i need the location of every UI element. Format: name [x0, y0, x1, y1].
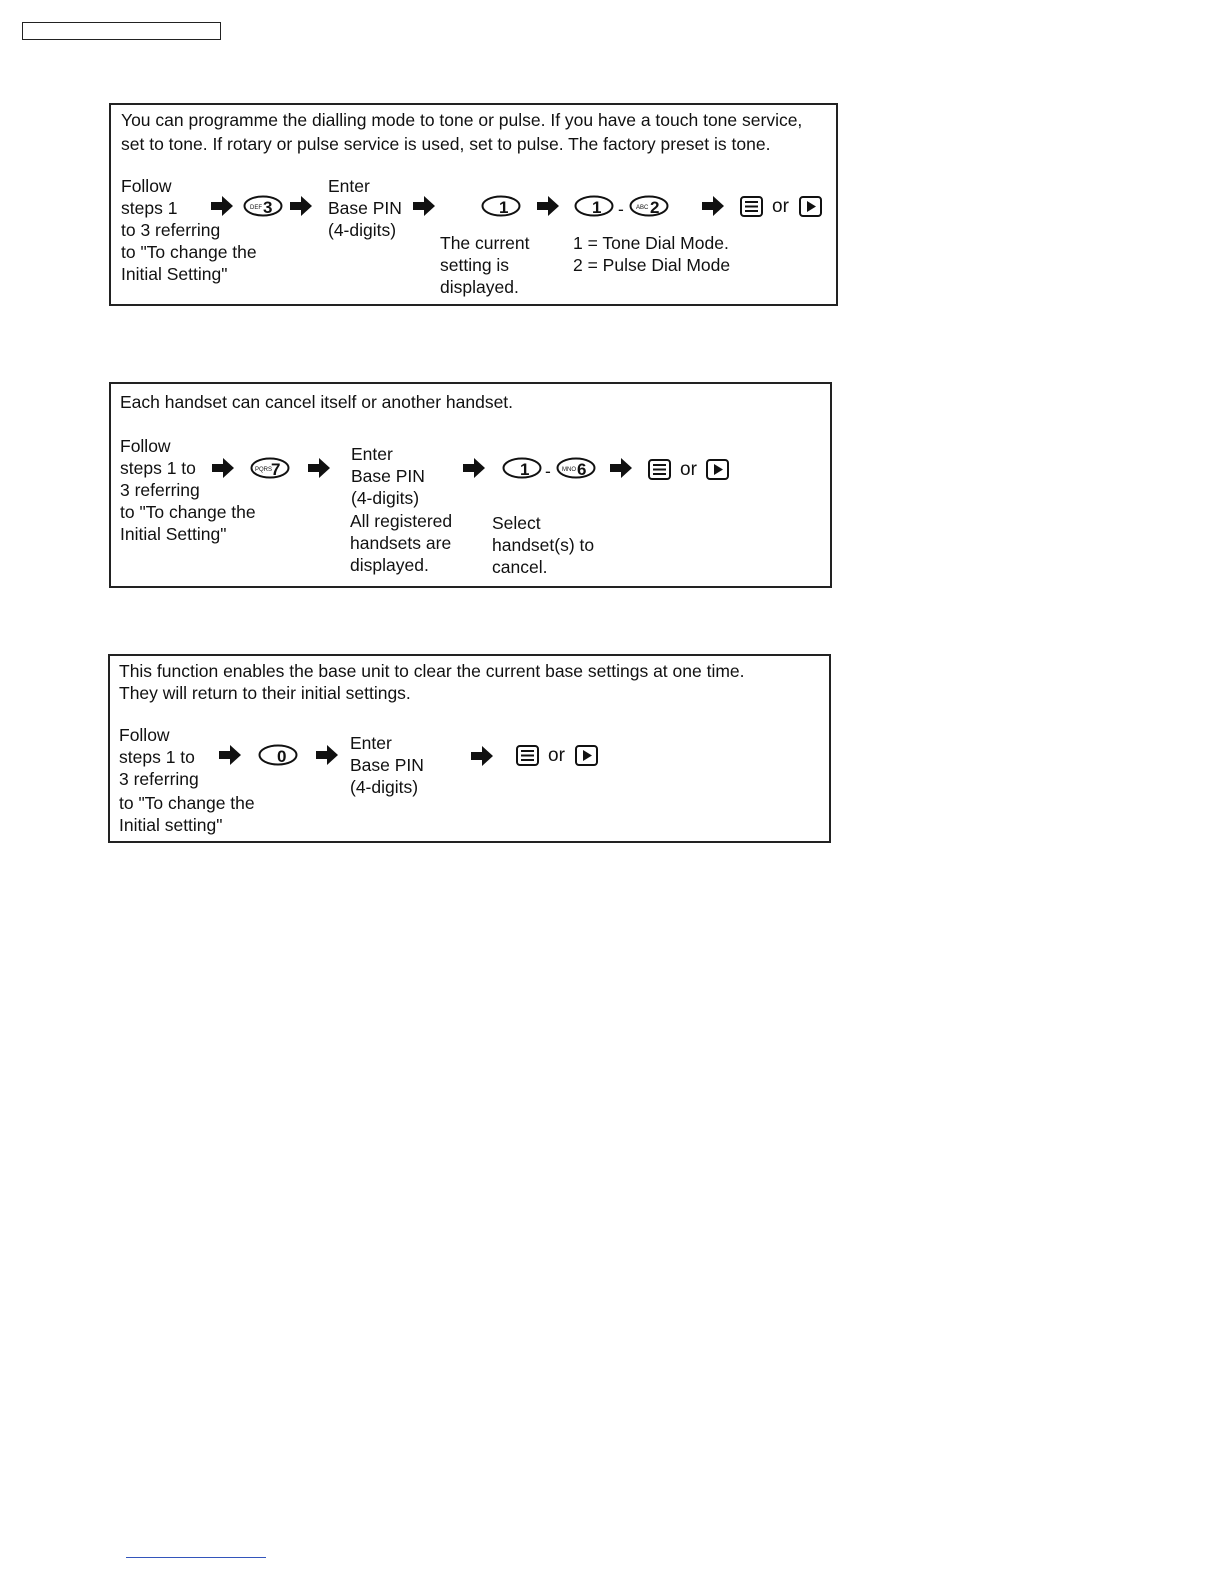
follow-line: Follow	[120, 436, 171, 456]
enter-line: (4-digits)	[328, 220, 397, 240]
or-label: or	[680, 459, 697, 480]
dial-mode-intro-line1: You can programme the dialling mode to tone or pulse. If you have a touch tone service,	[121, 110, 803, 130]
key-1-icon[interactable]	[574, 195, 614, 217]
arrow-right-icon	[471, 746, 493, 766]
svg-text:6: 6	[577, 460, 587, 479]
arrow-right-icon	[316, 745, 338, 765]
svg-text:0: 0	[277, 747, 287, 766]
arrow-right-icon	[308, 458, 330, 478]
header-box	[22, 22, 221, 40]
menu-button-icon[interactable]	[516, 745, 539, 766]
key-1-icon[interactable]	[502, 457, 542, 479]
play-button-icon[interactable]	[575, 745, 598, 766]
select-line: Select	[492, 513, 541, 533]
select-line: handset(s) to	[492, 535, 595, 555]
svg-text:3: 3	[263, 198, 273, 217]
enter-line: Base PIN	[328, 198, 402, 218]
current-line: The current	[440, 233, 530, 253]
svg-text:PQRS: PQRS	[255, 467, 273, 473]
follow-line: to 3 referring	[121, 220, 221, 240]
svg-text:1: 1	[499, 198, 509, 217]
arrow-right-icon	[610, 458, 632, 478]
enter-line: (4-digits)	[351, 488, 420, 508]
reset-intro-line1: This function enables the base unit to clear the current base settings at one time.	[119, 661, 745, 681]
mode-line: 2 = Pulse Dial Mode	[573, 255, 731, 275]
follow-line: to "To change the	[119, 793, 255, 813]
follow-line: to "To change the	[121, 242, 257, 262]
svg-text:MNO: MNO	[562, 467, 576, 473]
follow-line: 3 referring	[119, 769, 199, 789]
select-line: cancel.	[492, 557, 548, 577]
range-dash: -	[618, 199, 624, 219]
current-line: setting is	[440, 255, 510, 275]
key-7-icon[interactable]	[250, 457, 290, 479]
play-button-icon[interactable]	[799, 196, 822, 217]
svg-text:2: 2	[650, 198, 660, 217]
registered-line: handsets are	[350, 533, 452, 553]
enter-line: Base PIN	[351, 466, 425, 486]
follow-line: steps 1 to	[120, 458, 196, 478]
key-0-icon[interactable]	[258, 744, 298, 766]
follow-line: steps 1 to	[119, 747, 195, 767]
svg-text:DEF: DEF	[250, 205, 262, 211]
or-label: or	[548, 745, 565, 766]
arrow-right-icon	[211, 196, 233, 216]
follow-line: Initial Setting"	[121, 264, 228, 284]
reset-intro-line2: They will return to their initial settings.	[119, 683, 411, 703]
arrow-right-icon	[290, 196, 312, 216]
follow-line: 3 referring	[120, 480, 200, 500]
arrow-right-icon	[702, 196, 724, 216]
arrow-right-icon	[413, 196, 435, 216]
arrow-right-icon	[219, 745, 241, 765]
follow-line: Initial Setting"	[120, 524, 227, 544]
arrow-right-icon	[463, 458, 485, 478]
mode-line: 1 = Tone Dial Mode.	[573, 233, 729, 253]
arrow-right-icon	[212, 458, 234, 478]
follow-line: Follow	[119, 725, 170, 745]
svg-text:1: 1	[520, 460, 530, 479]
enter-line: Enter	[350, 733, 392, 753]
arrow-right-icon	[537, 196, 559, 216]
range-dash: -	[545, 461, 551, 481]
menu-button-icon[interactable]	[740, 196, 763, 217]
follow-line: Initial setting"	[119, 815, 223, 835]
or-label: or	[772, 196, 789, 217]
footer-link-line[interactable]	[126, 1557, 266, 1558]
svg-text:ABC: ABC	[636, 205, 649, 211]
follow-line: Follow	[121, 176, 172, 196]
enter-line: Base PIN	[350, 755, 424, 775]
cancel-intro: Each handset can cancel itself or another handset.	[120, 392, 514, 412]
key-6-icon[interactable]	[556, 457, 596, 479]
enter-line: (4-digits)	[350, 777, 419, 797]
play-button-icon[interactable]	[706, 459, 729, 480]
key-1-icon[interactable]	[481, 195, 521, 217]
svg-text:7: 7	[271, 460, 281, 479]
svg-text:1: 1	[592, 198, 602, 217]
key-2-icon[interactable]	[629, 195, 669, 217]
follow-line: to "To change the	[120, 502, 256, 522]
registered-line: All registered	[350, 511, 453, 531]
key-3-icon[interactable]	[243, 195, 283, 217]
follow-line: steps 1	[121, 198, 178, 218]
enter-line: Enter	[328, 176, 370, 196]
current-line: displayed.	[440, 277, 519, 297]
enter-line: Enter	[351, 444, 393, 464]
registered-line: displayed.	[350, 555, 429, 575]
dial-mode-intro-line2: set to tone. If rotary or pulse service is used, set to pulse. The factory preset is tone.	[121, 134, 771, 154]
menu-button-icon[interactable]	[648, 459, 671, 480]
